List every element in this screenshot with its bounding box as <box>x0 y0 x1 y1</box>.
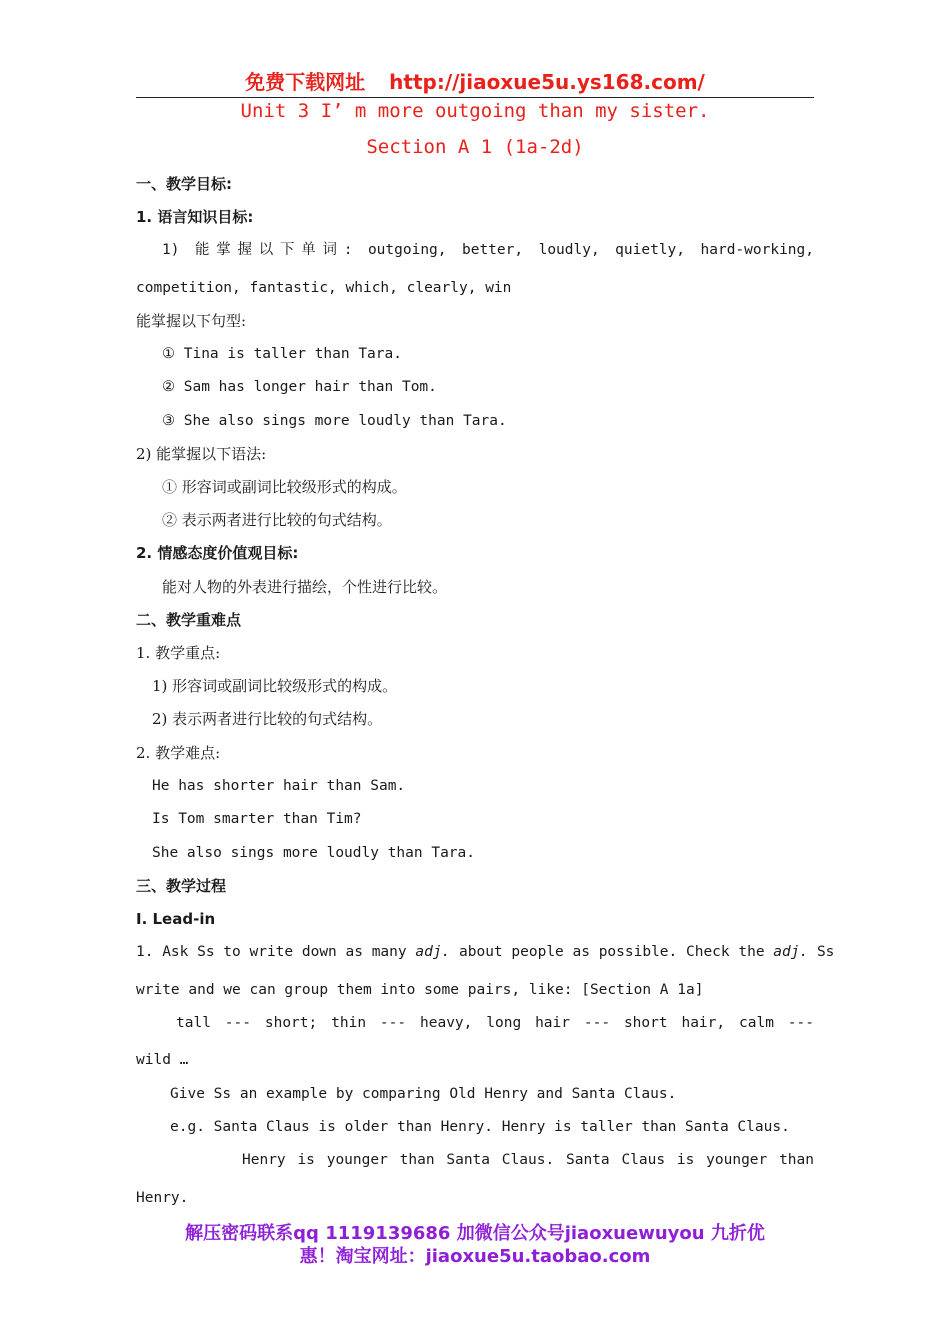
grammar-2: ② 表示两者进行比较的句式结构。 <box>162 511 392 529</box>
footer-line-2: 惠！淘宝网址：jiaoxue5u.taobao.com <box>299 1246 651 1267</box>
emotion-text: 能对人物的外表进行描绘，个性进行比较。 <box>162 578 448 596</box>
example-intro: Give Ss an example by comparing Old Henry and Santa Claus. <box>170 1086 677 1102</box>
difficulty-3: She also sings more loudly than Tara. <box>152 845 476 861</box>
key-label: 1. 教学重点: <box>136 644 221 662</box>
difficulty-2: Is Tom smarter than Tim? <box>152 811 362 827</box>
ask-line-1: 1. Ask Ss to write down as many adj. about people as possible. Check the adj. Ss <box>136 944 835 960</box>
words-line-1: 1) 能掌握以下单词: outgoing, better, loudly, quietly, hard-working, <box>162 242 814 258</box>
header-label: 免费下载网址 <box>245 70 366 94</box>
section-heading-process: 三、教学过程 <box>136 877 227 895</box>
doc-title: Unit 3 I’ m more outgoing than my sister. <box>240 100 710 122</box>
example-1: e.g. Santa Claus is older than Henry. Henry is taller than Santa Claus. <box>170 1119 790 1135</box>
difficulty-label: 2. 教学难点: <box>136 744 221 762</box>
pairs-line-2: wild … <box>136 1052 189 1068</box>
grammar-1: ① 形容词或副词比较级形式的构成。 <box>162 478 407 496</box>
example-3: Henry. <box>136 1190 189 1206</box>
grammar-label: 2) 能掌握以下语法: <box>136 445 267 463</box>
section-heading-keypoints: 二、教学重难点 <box>136 611 242 629</box>
subheading-emotion: 2. 情感态度价值观目标: <box>136 544 299 562</box>
pattern-2: ② Sam has longer hair than Tom. <box>162 379 437 395</box>
pairs-line-1: tall --- short; thin --- heavy, long hair --- short hair, calm --- <box>176 1015 814 1031</box>
difficulty-1: He has shorter hair than Sam. <box>152 778 406 794</box>
section-heading-objectives: 一、教学目标: <box>136 175 232 193</box>
header-url[interactable]: http://jiaoxue5u.ys168.com/ <box>389 70 705 94</box>
key-2: 2) 表示两者进行比较的句式结构。 <box>152 710 383 728</box>
page-header <box>136 66 814 98</box>
key-1: 1) 形容词或副词比较级形式的构成。 <box>152 677 398 695</box>
example-2: Henry is younger than Santa Claus. Santa Claus is younger than <box>242 1152 814 1168</box>
footer-line-1: 解压密码联系qq 1119139686 加微信公众号jiaoxuewuyou 九折优 <box>185 1223 765 1244</box>
patterns-label: 能掌握以下句型: <box>136 312 247 330</box>
leadin-heading: Ⅰ. Lead-in <box>136 910 216 928</box>
subheading-knowledge: 1. 语言知识目标: <box>136 208 254 226</box>
doc-subtitle: Section A 1 (1a-2d) <box>366 136 584 158</box>
pattern-3: ③ She also sings more loudly than Tara. <box>162 413 507 429</box>
ask-line-2: write and we can group them into some pairs, like: [Section A 1a] <box>136 982 704 998</box>
words-line-2: competition, fantastic, which, clearly, win <box>136 280 512 296</box>
pattern-1: ① Tina is taller than Tara. <box>162 346 402 362</box>
